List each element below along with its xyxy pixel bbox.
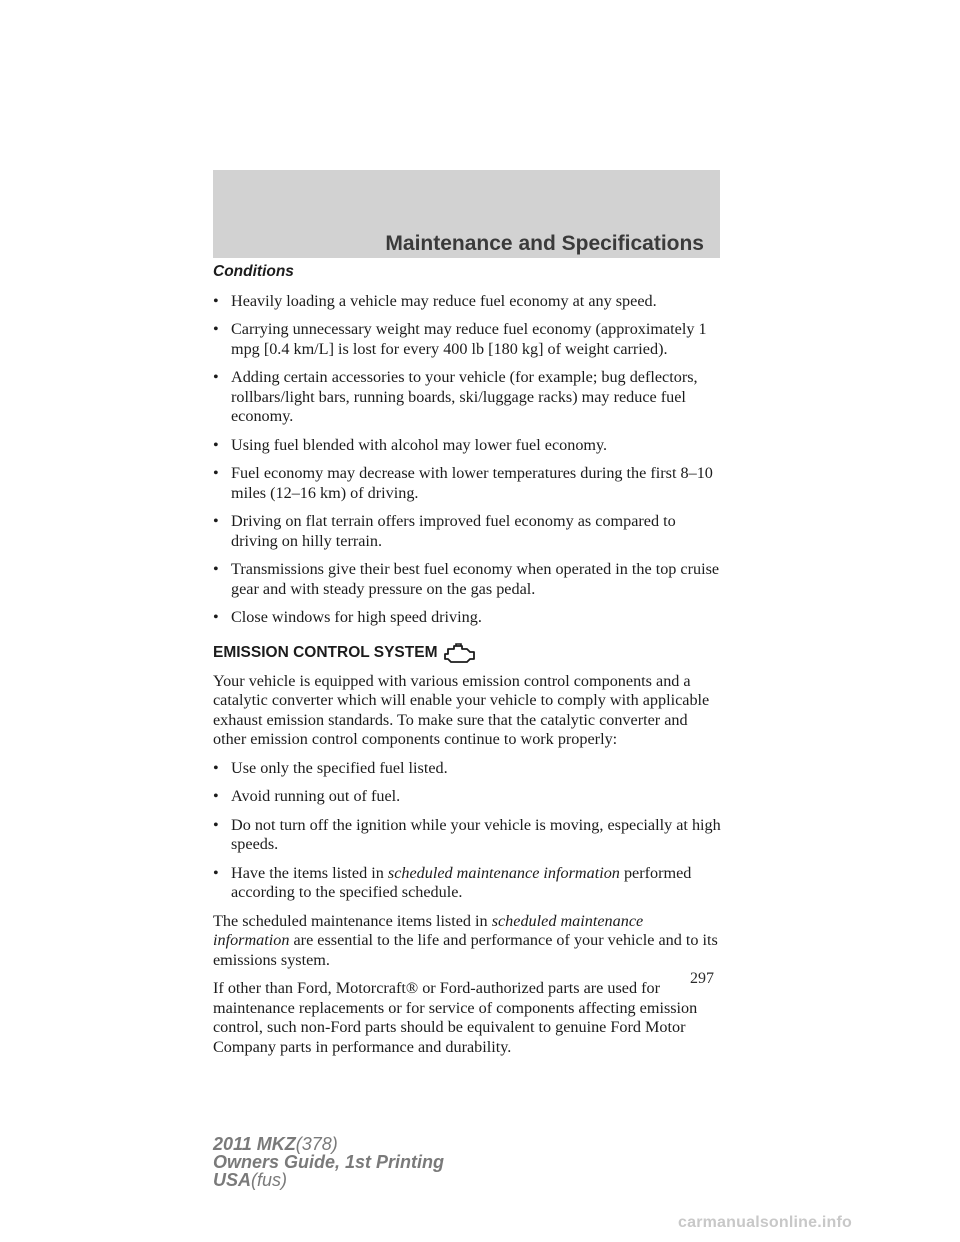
emission-heading [213, 642, 723, 664]
emission-list [213, 759, 723, 903]
list-item: • Fuel economy may decrease with lower temperatures during the first 8–10 miles (12–16 km) of driving. [213, 464, 713, 502]
section-title: Maintenance and Specifications [385, 232, 704, 255]
emission-paragraph-2: The scheduled maintenance items listed in scheduled maintenance information are essential to the life and performance of your vehicle and to its emissions system. [213, 911, 718, 969]
conditions-list [213, 292, 723, 628]
engine-icon [442, 642, 478, 664]
cross-reference: scheduled maintenance information [213, 911, 644, 949]
list-item: • Using fuel blended with alcohol may lower fuel economy. [213, 435, 608, 454]
conditions-heading: Conditions [213, 263, 294, 280]
footer-line-1: 2011 MKZ(378) [213, 1134, 338, 1154]
list-item: • Adding certain accessories to your vehicle (for example; bug deflectors, rollbars/light bars, running boards, ski/luggage racks) may reduce fuel economy. [213, 368, 698, 425]
page-content [213, 262, 723, 1066]
list-item: • Avoid running out of fuel. [213, 787, 401, 805]
list-item: • Carrying unnecessary weight may reduce fuel economy (approximately 1 mpg [0.4 km/L] is lost for every 400 lb [180 kg] of weight carried). [213, 320, 707, 358]
list-item: • Do not turn off the ignition while your vehicle is moving, especially at high speeds. [213, 815, 721, 853]
footer-line-2: Owners Guide, 1st Printing [213, 1152, 445, 1172]
list-item: • Use only the specified fuel listed. [213, 758, 448, 777]
emission-intro: Your vehicle is equipped with various emission control components and a catalytic converter which will enable your vehicle to comply with applicable exhaust emission standards. To make sure that the catalytic converter and other emission control components continue to work properly: [213, 671, 710, 748]
list-item: • Driving on flat terrain offers improved fuel economy as compared to driving on hilly terrain. [213, 512, 676, 550]
emission-paragraph-3: If other than Ford, Motorcraft® or Ford-authorized parts are used for maintenance replacements or for service of components affecting emission control, such non-Ford parts should be equivalent to genuine Ford Motor Company parts in performance and durability. [213, 979, 698, 1056]
section-header-bar [213, 170, 720, 258]
list-item: • Have the items listed in scheduled maintenance information performed according to the specified schedule. [213, 863, 692, 901]
watermark: carmanualsonline.info [678, 1214, 853, 1231]
list-item: • Close windows for high speed driving. [213, 608, 482, 626]
footer-print-info [213, 1135, 444, 1189]
footer-line-3: USA(fus) [213, 1170, 288, 1190]
page-number: 297 [690, 970, 714, 987]
list-item: • Heavily loading a vehicle may reduce fuel economy at any speed. [213, 291, 657, 310]
emission-heading-text: EMISSION CONTROL SYSTEM [213, 643, 438, 661]
cross-reference: scheduled maintenance information [387, 863, 620, 882]
list-item: • Transmissions give their best fuel economy when operated in the top cruise gear and with steady pressure on the gas pedal. [213, 560, 720, 598]
